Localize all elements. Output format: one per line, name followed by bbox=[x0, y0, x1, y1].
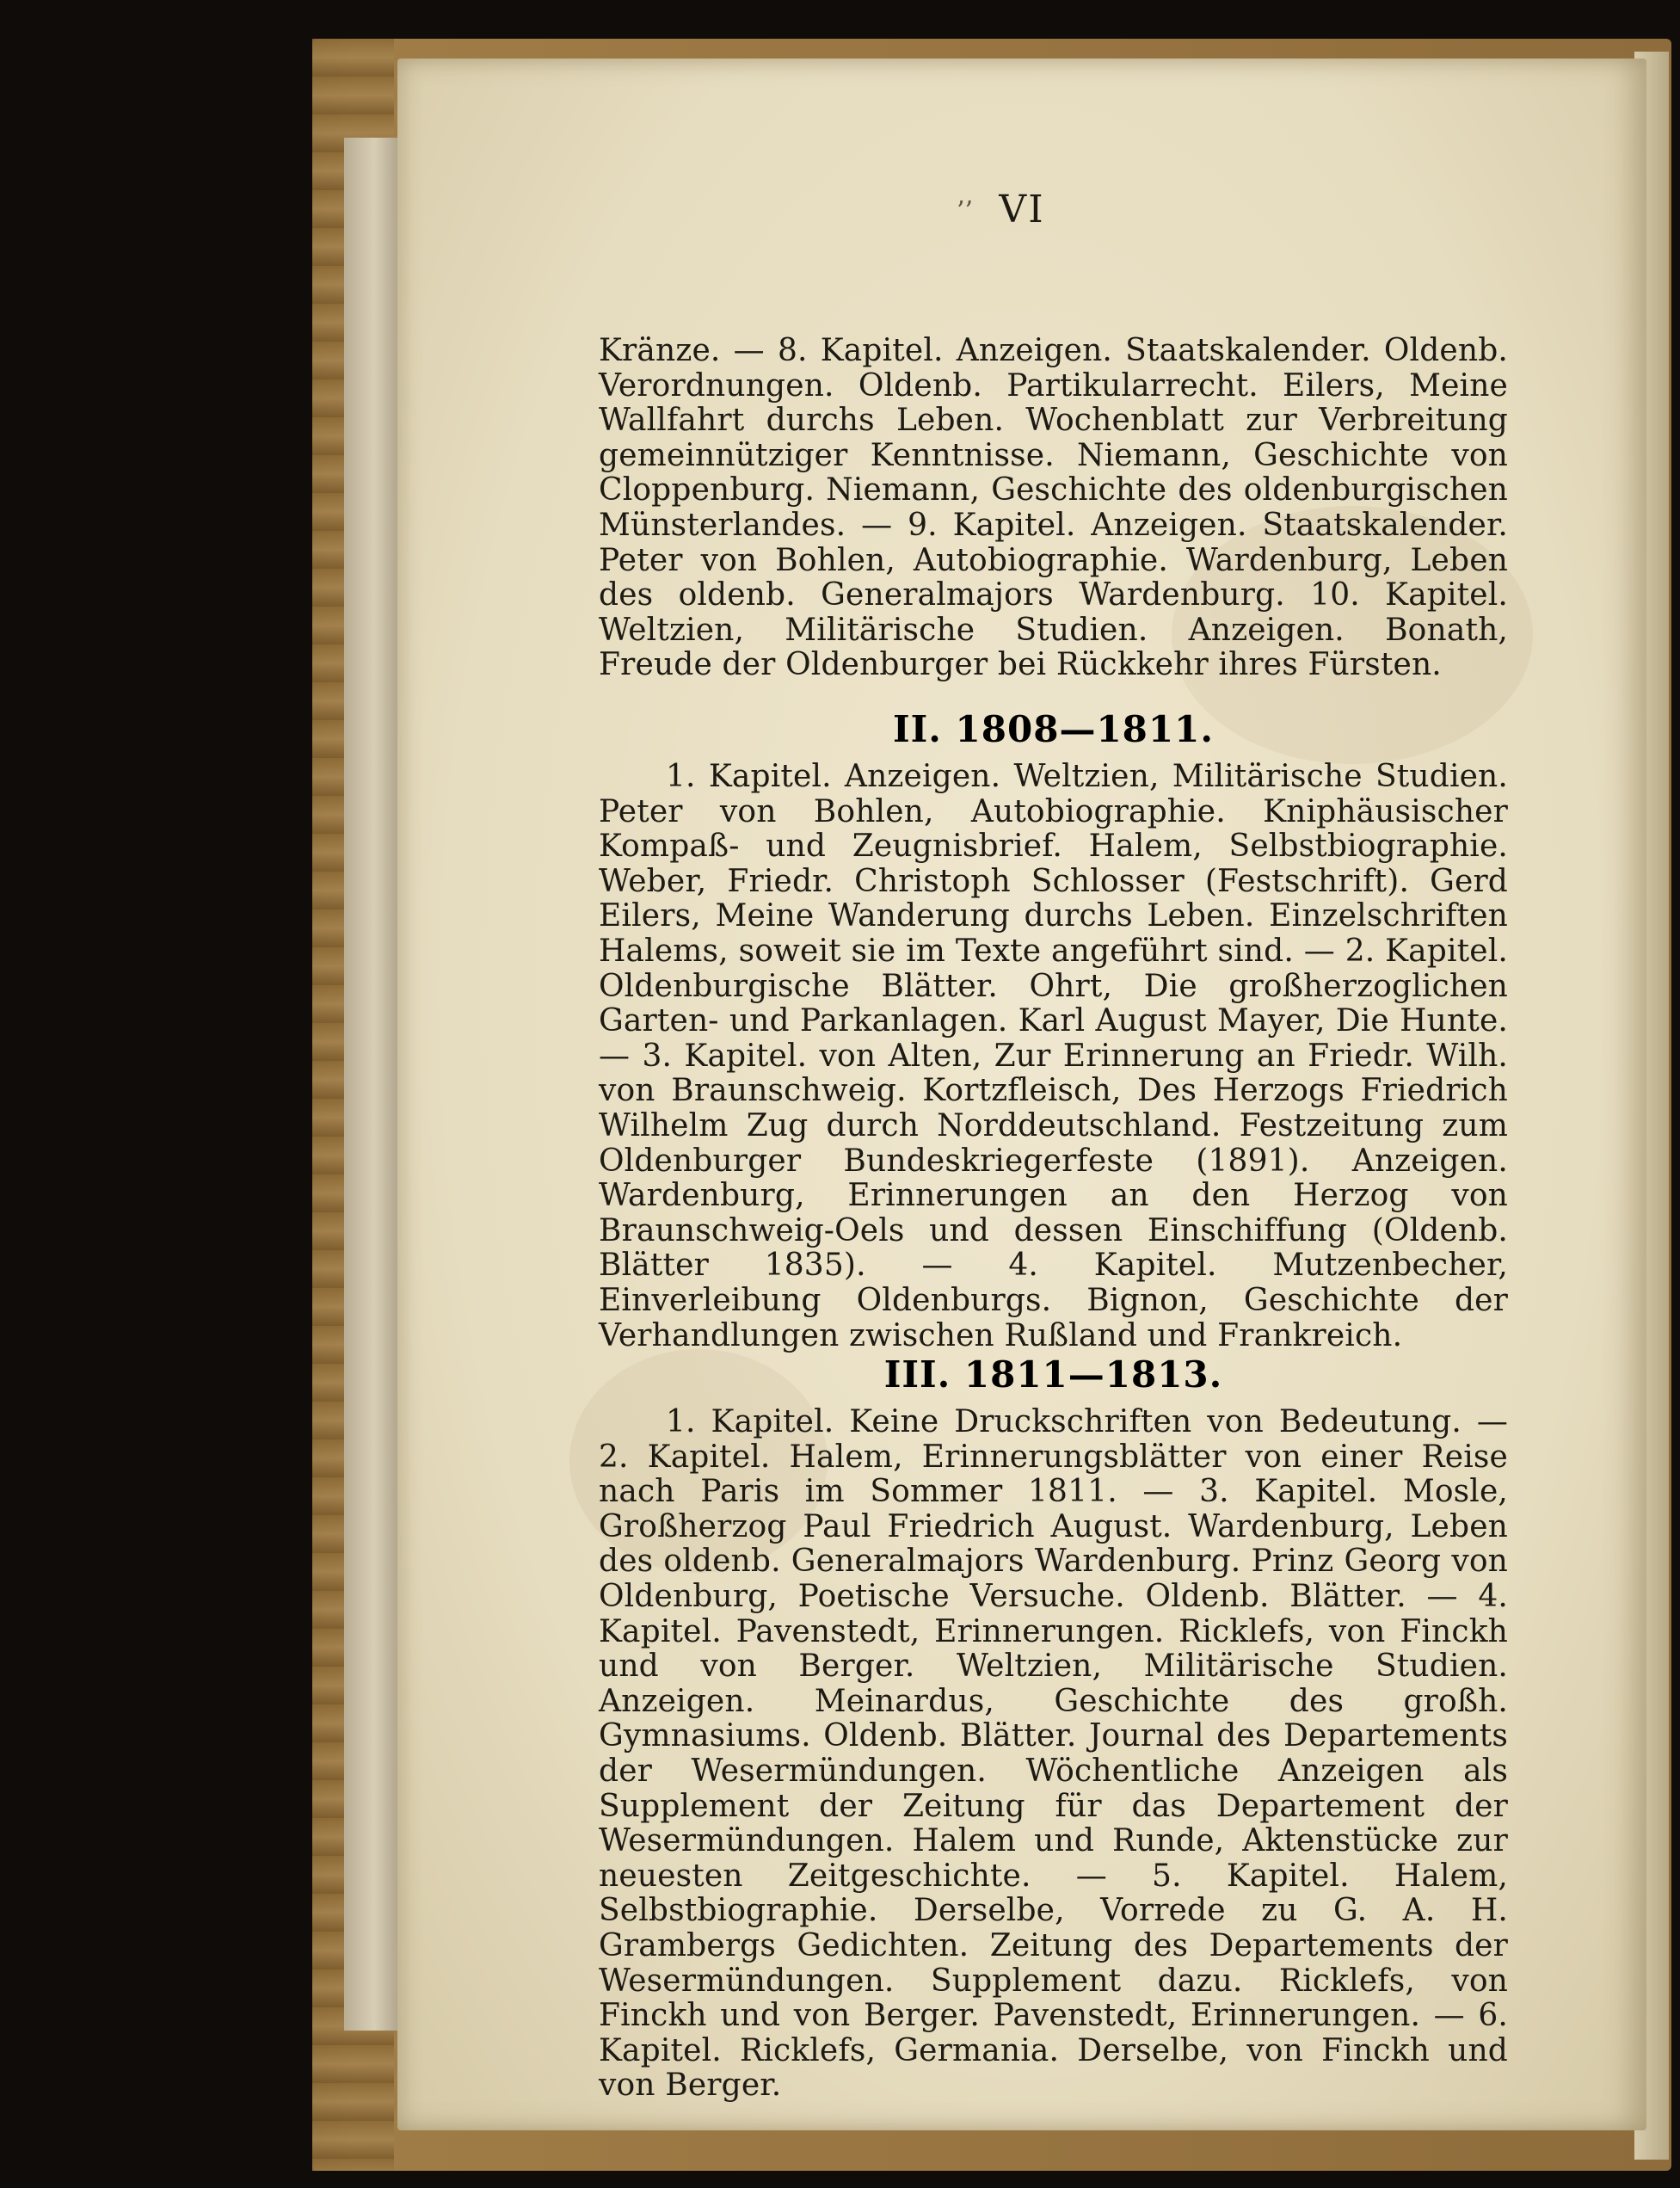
section-text: 1. Kapitel. Keine Druckschriften von Bedeutung. — 2. Kapitel. Halem, Erinnerungsblätter von einer Reise nach Paris im Sommer 1811. — 3. Kapitel. Mosle, Großherzog Paul Friedrich August. Wardenburg, Leben des oldenb. Generalmajors Wardenburg. Prinz Georg von Oldenburg, Poetische Versuche. Oldenb. Blätter. — 4. Kapitel. Pavenstedt, Erinnerungen. Ricklefs, von Finckh und von Berger. Weltzien, Militärische Studien. Anzeigen. Meinardus, Geschichte des großh. Gymnasiums. Oldenb. Blätter. Journal des Departements der Wesermündungen. Wöchentliche Anzeigen als Supplement der Zeitung für das Departement der Wesermündungen. Halem und Runde, Aktenstücke zur neuesten Zeitgeschichte. — 5. Kapitel. Halem, Selbstbiographie. Derselbe, Vorrede zu G. A. H. Grambergs Gedichten. Zeitung des Departements der Wesermündungen. Supplement dazu. Ricklefs, von Finckh und von Berger. Pavenstedt, Erinnerungen. — 6. Kapitel. Ricklefs, Germania. Derselbe, von Finckh und von Berger. bbox=[599, 1404, 1508, 2104]
section-text: Kränze. — 8. Kapitel. Anzeigen. Staatskalender. Oldenb. Verordnungen. Oldenb. Partikularrecht. Eilers, Meine Wallfahrt durchs Leben. Wochenblatt zur Verbreitung gemeinnütziger Kenntnisse. Niemann, Geschichte von Cloppenburg. Niemann, Geschichte des oldenburgischen Münsterlandes. — 9. Kapitel. Anzeigen. Staatskalender. Peter von Bohlen, Autobiographie. Wardenburg, Leben des oldenb. Generalmajors Wardenburg. 10. Kapitel. Weltzien, Militärische Studien. Anzeigen. Bonath, Freude der Oldenburger bei Rückkehr ihres Fürsten. bbox=[599, 333, 1508, 683]
endpaper bbox=[344, 138, 404, 2031]
section-i-continued bbox=[599, 334, 1508, 683]
page-number: VI bbox=[999, 188, 1045, 231]
section-ii bbox=[599, 760, 1508, 1353]
section-heading-ii: II. 1808—1811. bbox=[893, 708, 1214, 750]
section-text: 1. Kapitel. Anzeigen. Weltzien, Militärische Studien. Peter von Bohlen, Autobiographie. Kniphäusischer Kompaß- und Zeugnisbrief. Halem, Selbstbiographie. Weber, Friedr. Christoph Schlosser (Festschrift). Gerd Eilers, Meine Wanderung durchs Leben. Einzelschriften Halems, soweit sie im Texte angeführt sind. — 2. Kapitel. Oldenburgische Blätter. Ohrt, Die großherzoglichen Garten- und Parkanlagen. Karl August Mayer, Die Hunte. — 3. Kapitel. von Alten, Zur Erinnerung an Friedr. Wilh. von Braunschweig. Kortzfleisch, Des Herzogs Friedrich Wilhelm Zug durch Norddeutschland. Festzeitung zum Oldenburger Bundeskriegerfeste (1891). Anzeigen. Wardenburg, Erinnerungen an den Herzog von Braunschweig-Oels und dessen Einschiffung (Oldenb. Blätter 1835). — 4. Kapitel. Mutzenbecher, Einverleibung Oldenburgs. Bignon, Geschichte der Verhandlungen zwischen Rußland und Frankreich. bbox=[599, 759, 1508, 1353]
section-heading-iii: III. 1811—1813. bbox=[883, 1353, 1223, 1396]
book-page bbox=[397, 59, 1646, 2130]
section-iii bbox=[599, 1405, 1508, 2104]
margin-mark: ’’ bbox=[957, 196, 974, 226]
